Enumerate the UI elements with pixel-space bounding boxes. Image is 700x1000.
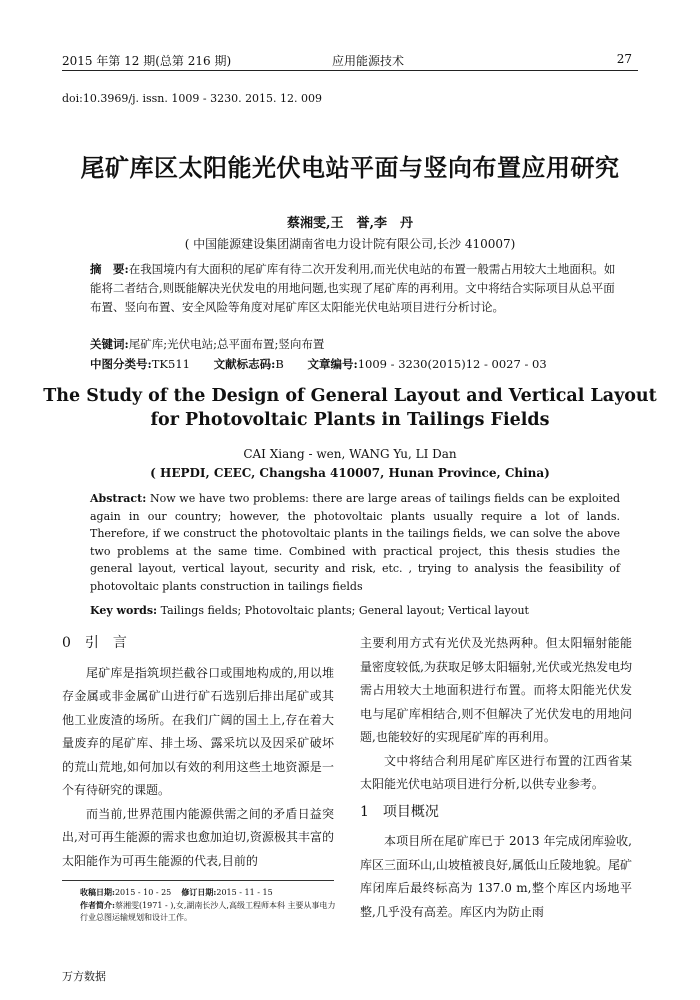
article-no-value: 1009 - 3230(2015)12 - 0027 - 03: [357, 357, 547, 371]
watermark: 万方数据: [62, 970, 106, 983]
paragraph: 文中将结合利用尾矿库区进行布置的江西省某太阳能光伏电站项目进行分析,以供专业参考。: [360, 753, 632, 791]
clc-value: TK511: [151, 357, 190, 371]
keywords-en-text: Tailings fields; Photovoltaic plants; General layout; Vertical layout: [160, 604, 529, 617]
paragraph: 本项目所在尾矿库已于 2013 年完成闭库验收,库区三面环山,山坡植被良好,属低山丘陵地貌。尾矿库闭库后最终标高为 137.0 m,整个库区内场地平整,几乎没有高差。库区内为防止雨: [360, 834, 632, 919]
paragraph: 主要利用方式有光伏及光热两种。但太阳辐射能能量密度较低,为获取足够太阳辐射,光伏或光热发电均需占用较大土地面积进行布置。而将太阳能光伏发电与尾矿库相结合,则不但解决了光伏发电的用地问题,也能较好的实现尾矿库的再利用。: [360, 636, 632, 744]
section-1-heading: 1 项目概况: [360, 803, 439, 820]
keywords-label: 关键词:: [90, 337, 129, 351]
body-column-right: [360, 632, 632, 924]
affiliation-chinese: ( 中国能源建设集团湖南省电力设计院有限公司,长沙 410007): [184, 237, 516, 251]
journal-name: 应用能源技术: [332, 54, 405, 68]
keywords-english: [90, 604, 620, 617]
paragraph: 而当前,世界范围内能源供需之间的矛盾日益突出,对可再生能源的需求也愈加迫切,资源极其丰富的太阳能作为可再生能源的代表,目前的: [62, 806, 334, 868]
footnote-divider: [62, 880, 334, 881]
doc-code-label: 文献标志码:: [213, 357, 276, 371]
authors-english: CAI Xiang - wen, WANG Yu, LI Dan: [243, 447, 457, 461]
received-value: 2015 - 10 - 25: [114, 888, 172, 897]
abstract-en-label: Abstract:: [90, 492, 147, 505]
doi[interactable]: doi:10.3969/j. issn. 1009 - 3230. 2015. 12. 009: [62, 92, 323, 105]
keywords-en-label: Key words:: [90, 604, 158, 617]
article-no-label: 文章编号:: [307, 357, 358, 371]
received-label: 收稿日期:: [80, 887, 115, 897]
paragraph: 尾矿库是指筑坝拦截谷口或围地构成的,用以堆存金属或非金属矿山进行矿石选别后排出尾矿或其他工业废渣的场所。在我们广阔的国土上,存在着大量废弃的尾矿库、排土场、露采坑以及因采矿破坏的荒山荒地,如何加以有效的利用这些土地资源是一个有待研究的课题。: [62, 665, 334, 797]
abstract-text: 在我国境内有大面积的尾矿库有待二次开发利用,而光伏电站的布置一般需占用较大土地面积。如能将二者结合,则既能解决光伏发电的用地问题,也实现了尾矿库的再利用。文中将结合实际项目从总平面布置、竖向布置、安全风险等角度对尾矿库区太阳能光伏电站项目进行分析讨论。: [90, 262, 616, 314]
author-bio-value: 蔡湘雯(1971 - ),女,湖南长沙人,高级工程师本科 主要从事电力行业总图运输规划和设计工作。: [80, 901, 336, 922]
keywords-chinese: [90, 336, 620, 352]
title-english: The Study of the Design of General Layout and Vertical Layout for Photovoltaic Plants in Tailings Fields: [43, 386, 657, 430]
abstract-chinese: [90, 260, 620, 317]
body-column-left: [62, 632, 334, 873]
footnote: [80, 886, 336, 924]
abstract-english: [90, 490, 620, 595]
clc-label: 中图分类号:: [90, 357, 152, 371]
page-number: 27: [616, 52, 632, 66]
affiliation-english: ( HEPDI, CEEC, Changsha 410007, Hunan Province, China): [150, 466, 550, 480]
keywords-text: 尾矿库;光伏电站;总平面布置;竖向布置: [128, 337, 325, 351]
doc-code-value: B: [275, 357, 284, 371]
running-header: [62, 50, 638, 71]
issue-info: 2015 年第 12 期(总第 216 期): [62, 54, 232, 68]
abstract-en-text: Now we have two problems: there are large areas of tailings fields can be exploited again in our country; however, the photovoltaic plants usually require a lot of lands. Therefore, if we construct the photovoltaic plants in the tailings fields, we can solve the above two problems at the same time. Combined with practical project, this thesis studies the general layout, vertical layout, security and risk, etc. , trying to analysis the feasibility of photovoltaic plants construction in tailings fields: [90, 492, 621, 593]
revised-value: 2015 - 11 - 15: [216, 888, 273, 897]
revised-label: 修订日期:: [181, 887, 217, 897]
section-0-heading: 0 引 言: [62, 635, 127, 651]
abstract-label: 摘 要:: [90, 262, 129, 276]
authors-chinese: 蔡湘雯,王 誉,李 丹: [286, 216, 414, 231]
title-chinese: 尾矿库区太阳能光伏电站平面与竖向布置应用研究: [80, 153, 620, 182]
author-bio-label: 作者简介:: [80, 900, 115, 910]
classification-line: [90, 356, 620, 372]
